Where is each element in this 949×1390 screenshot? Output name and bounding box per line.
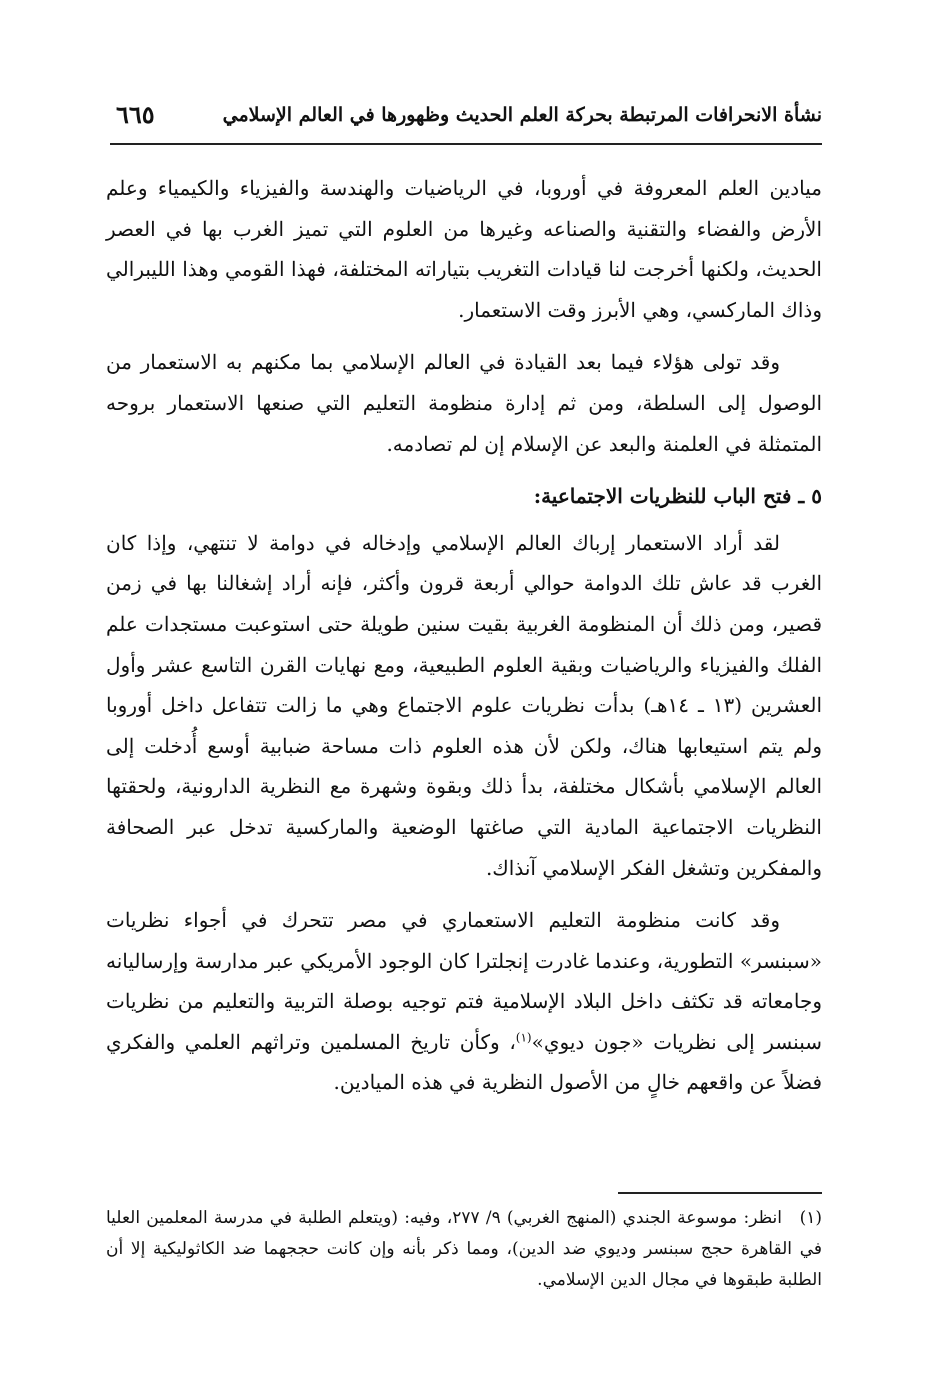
footnote-text: انظر: موسوعة الجندي (المنهج الغربي) ٩/ ٢٧٧، وفيه: (ويتعلم الطلبة في مدرسة المعلمين العليا في القاهرة حجج سبنسر وديوي ضد الدين)، ومما ذكر بأنه وإن كانت حججهما ضد الكاثوليكية إلا أن الطلبة طبقوها في مجال الدين الإسلامي.: [106, 1208, 822, 1290]
header-divider: [110, 143, 822, 145]
paragraph-2: وقد تولى هؤلاء فيما بعد القيادة في العالم الإسلامي بما مكنهم به الاستعمار من الوصول إلى السلطة، ومن ثم إدارة منظومة التعليم التي صنعها الاستعمار بروحه المتمثلة في العلمنة والبعد عن الإسلام إن لم تصادمه.: [106, 350, 822, 456]
page-number: ٦٦٥: [116, 100, 155, 129]
main-text: [106, 168, 822, 1115]
page-header: [110, 100, 822, 140]
footnote-divider: [618, 1192, 822, 1194]
paragraph-1: ميادين العلم المعروفة في أوروبا، في الرياضيات والهندسة والفيزياء والكيمياء وعلم الأرض والفضاء والتقنية والصناعه وغيرها من العلوم التي تميز الغرب بها في العصر الحديث، ولكنها أخرجت لنا قيادات التغريب بتياراته المختلفة، فهذا القومي وهذا الليبرالي وذاك الماركسي، وهي الأبرز وقت الاستعمار.: [106, 176, 822, 322]
paragraph-4-text-a: وقد كانت منظومة التعليم الاستعماري في مصر تتحرك في أجواء نظريات «سبنسر» التطورية، وعندما غادرت إنجلترا كان الوجود الأمريكي عبر مدارسة وإرساليانه وجامعاته قد تكثف داخل البلاد الإسلامية فتم توجيه بوصلة التربية والتعليم من نظريات سبنسر إلى نظريات «جون ديوي»: [106, 908, 823, 1054]
paragraph-4: [106, 900, 822, 1103]
section-heading: ٥ ـ فتح الباب للنظريات الاجتماعية:: [533, 484, 822, 509]
paragraph-4-text-b: ، وكأن تاريخ المسلمين وتراثهم العلمي والفكري فضلاً عن واقعهم خالٍ من الأصول النظرية في هذه الميادين.: [106, 1029, 822, 1095]
paragraph-3: لقد أراد الاستعمار إرباك العالم الإسلامي وإدخاله في دوامة لا تنتهي، وإذا كان الغرب قد عاش تلك الدوامة حوالي أربعة قرون وأكثر، فإنه أراد إشغالنا بها في زمن قصير، ومن ذلك أن المنظومة الغربية بقيت سنين طويلة حتى استوعبت مستجدات علم الفلك والفيزياء والرياضيات وبقية العلوم الطبيعية، ومع نهايات القرن التاسع عشر وأول العشرين (١٣ ـ ١٤هـ) بدأت نظريات علوم الاجتماع وهي ما زالت تتفاعل داخل أوروبا ولم يتم استيعابها هناك، ولكن لأن هذه العلوم ذات مساحة ضبابية أوسع أُدخلت إلى العالم الإسلامي بأشكال مختلفة، بدأ ذلك وبقوة وشهرة مع النظرية الدارونية، ولحقتها النظريات الاجتماعية المادية التي صاغتها الوضعية والماركسية تدخل عبر الصحافة والمفكرين وتشغل الفكر الإسلامي آنذاك.: [106, 530, 823, 880]
footnote: [106, 1203, 822, 1296]
running-title: نشأة الانحرافات المرتبطة بحركة العلم الحديث وظهورها في العالم الإسلامي: [222, 104, 822, 126]
footnote-marker: (١): [799, 1208, 822, 1228]
footnote-reference[interactable]: (١): [515, 1030, 532, 1045]
